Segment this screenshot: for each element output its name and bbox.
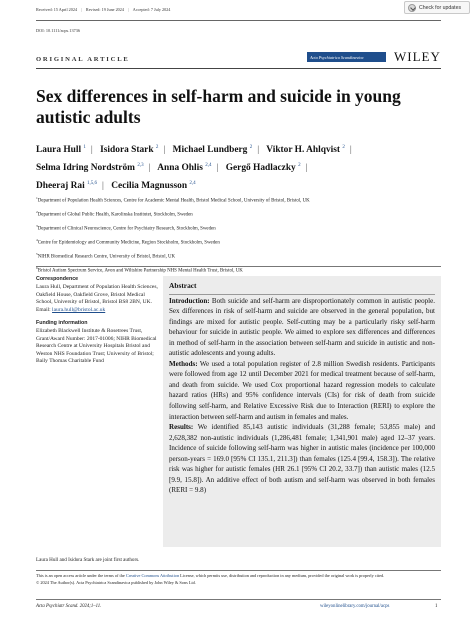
author[interactable]: Laura Hull $^1$ [36,145,86,156]
author[interactable]: Gergő Hadlaczky $^2$ [225,163,301,174]
manuscript-dates [36,7,336,12]
license-text: This is an open access article under the terms of the Creative Commons Attribution License, which permits use, distribution and reproduction in any medium, provided the original work is properly cited. [36,573,385,578]
accepted-date: Accepted: 7 July 2024 [132,7,171,12]
author[interactable]: Michael Lundberg $^2$ [172,145,253,156]
top-rule [36,20,441,21]
author[interactable]: Anna Ohlis $^{2,4}$ [157,163,212,174]
funding-text: Elizabeth Blackwell Institute & Rosetrees Trust, Grant/Award Number: 2017-01006; NIHR Biomedical Research Centre at University Hospitals Bristol and Weston NHS Foundation Trust; University of Bristol; Baily Thomas Charitable Fund [36,328,157,365]
affiliation: $^1$Department of Population Health Sciences, Centre for Academic Mental Health, Bristol Medical School, University of Bristol, Bristol, UK [36,196,310,204]
citation: Acta Psychiatr Scand. 2024;1–11. [36,604,102,609]
author[interactable]: Isidora Stark $^2$ [100,145,159,156]
affiliation: $^3$Department of Clinical Neuroscience, Centre for Psychiatry Research, Stockholm, Sweden [36,224,216,232]
correspondence-heading: Correspondence [36,276,79,282]
check-icon [408,4,416,12]
received-date: Received: 15 April 2024 [36,7,78,12]
funding-block [36,320,158,365]
article-type: ORIGINAL ARTICLE [36,56,130,63]
doi: DOI: 10.1111/acps.13736 [36,28,81,33]
header-rule [36,68,441,69]
separator: | [127,7,129,12]
correspondence-text: Laura Hull, Department of Population Health Sciences, Oakfield House, Oakfield Grove, Bristol Medical School, University of Bristol, Bristol BS8 2BN, UK. [36,284,158,306]
bottom-rule [36,599,441,600]
check-for-updates-label: Check for updates [419,4,462,11]
affiliations [36,193,441,277]
email-link[interactable]: laura.hull@bristol.ac.uk [52,306,106,313]
affiliation-rule [36,266,441,267]
separator: | [81,7,82,12]
check-for-updates-button[interactable] [404,1,470,14]
publisher-logo: WILEY [394,49,441,64]
license-note [36,573,441,586]
copyright: © 2024 The Author(s). Acta Psychiatrica Scandinavica published by John Wiley & Sons Ltd. [36,579,196,585]
affiliation: $^2$Department of Global Public Health, Karolinska Institutet, Stockholm, Sweden [36,210,193,218]
email-label: Email: [36,306,51,313]
sidebar [36,276,158,371]
license-link[interactable]: Creative Commons Attribution [125,573,180,578]
revised-date: Revised: 19 June 2024 [85,7,124,12]
joint-authors-note: Laura Hull and Isidora Stark are joint first authors. [36,557,140,563]
affiliation: $^6$Bristol Autism Spectrum Service, Avon and Wiltshire Partnership NHS Mental Health Trust, Bristol, UK [36,266,243,274]
abstract-results: Results: We identified 85,143 autistic individuals (31,288 female; 53,855 male) and 2,628,382 non-autistic individuals (1,286,481 female; 1,341,901 male) aged 12–37 years. Incidence of suicide following self-harm was higher in autistic males (incidence per 100,000 person-years = 169.0 [95% CI 135.1, 211.3]) than females (125.4 [99.4, 158.3]). The relative risk was higher for autistic females (HR 26.1 [95% CI 20.2, 33.7]) than autistic males (12.5 [9.9, 15.8]). An additive effect of both autism and self-harm was observed in both females (RERI = 9.8) [169,423,435,495]
page-number: 1 [435,604,438,609]
author[interactable]: Selma Idring Nordström $^{2,3}$ [36,163,144,174]
author[interactable]: Viktor H. Ahlqvist $^2$ [266,145,345,156]
author[interactable]: Cecilia Magnusson $^{2,4}$ [111,181,196,192]
correspondence-block [36,276,158,314]
affiliation: $^4$Centre for Epidemiology and Community Medicine, Region Stockholm, Stockholm, Sweden [36,238,220,246]
footnote-rule [36,570,441,571]
abstract-heading: Abstract [169,281,435,295]
abstract-methods: Methods: We used a total population register of 2.8 million Swedish residents. Participants were followed from age 12 until December 2021 for medical treatment because of self-harm, and death from suicide. We used Cox proportional hazard regression models to calculate hazard ratios (HRs) and 95% confidence intervals (CIs) for risk of death from suicide following self-harm, and Relative Excessive Risk due to Interaction (RERI) to explore the interaction between self-harm and autism in females and males. [169,359,436,421]
email-line [36,307,158,314]
article-title: Sex differences in self-harm and suicide in young autistic adults [36,86,401,127]
abstract-box [163,276,441,547]
journal-badge: Acta Psychiatrica Scandinavica [307,52,386,62]
author-list: Laura Hull $^1$ | Isidora Stark $^2$ | Michael Lundberg $^2$ | Viktor H. Ahlqvist $^2$ | Selma Idring Nordström $^{2,3}$ | Anna Ohlis $^{2,4}$ | Gergő Hadlaczky $^2$ | Dheeraj Rai $^{1,5,6}$ | Cecilia Magnusson $^{2,4}$ [36,145,352,192]
affiliation: $^5$NIHR Biomedical Research Centre, University of Bristol, Bristol, UK [36,252,176,260]
funding-heading: Funding information [36,320,88,327]
journal-website-link[interactable]: wileyonlinelibrary.com/journal/acps [320,604,390,609]
author[interactable]: Dheeraj Rai $^{1,5,6}$ [36,181,98,192]
abstract-introduction: Introduction: Both suicide and self-harm are disproportionately common in autistic people. Sex differences in risk of self-harm and suicide are observed in the general population, but findings are mixed for autistic people. Self-cutting may be a particularly risky self-harm behaviour for suicide in autistic people. We aimed to explore sex differences and differences in method of self-harm in the association between self-harm and suicide in autistic and non-autistic adolescents and young adults. [169,296,435,358]
